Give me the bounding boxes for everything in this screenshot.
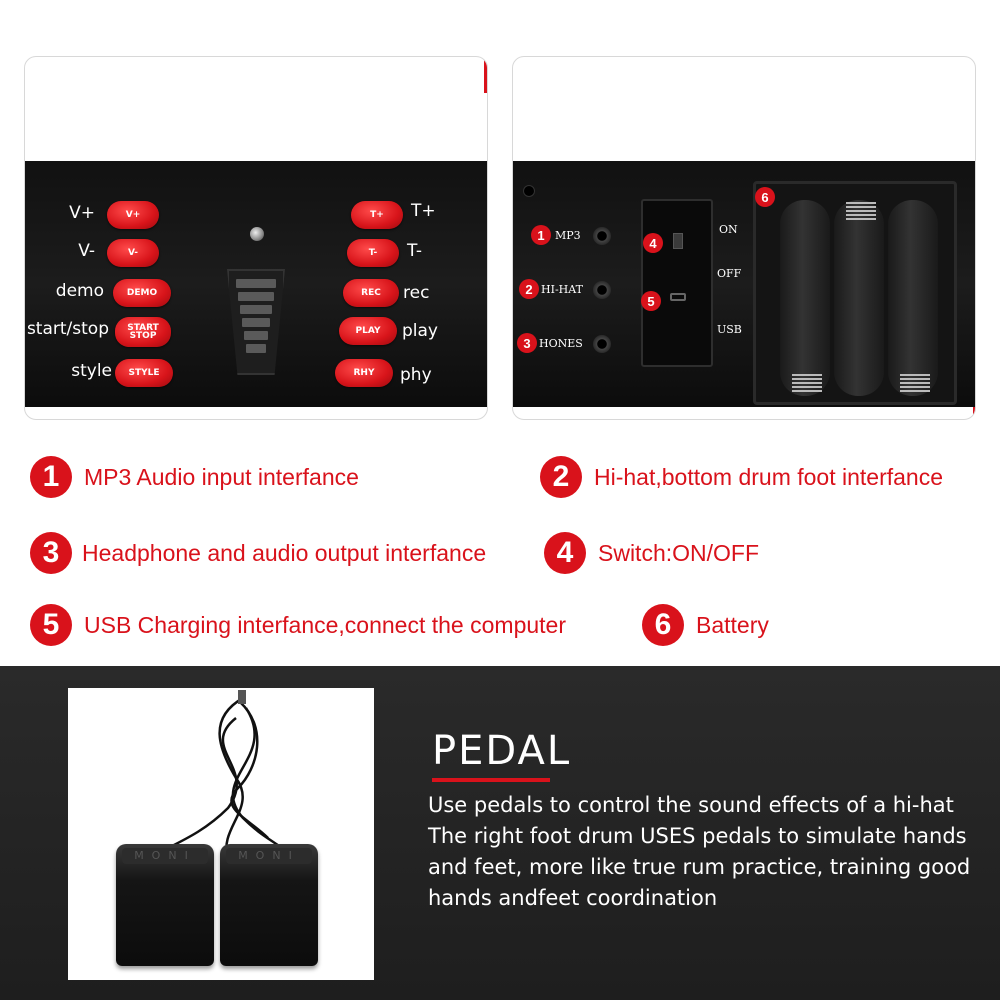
style-button[interactable]: STYLE bbox=[115, 359, 173, 387]
spring-icon bbox=[846, 202, 876, 220]
label-t-plus: T+ bbox=[411, 201, 436, 221]
jack-2-label: HI-HAT bbox=[541, 283, 583, 296]
spring-icon bbox=[900, 374, 930, 392]
volume-meter bbox=[227, 269, 285, 375]
play-button[interactable]: PLAY bbox=[339, 317, 397, 345]
legend-text: USB Charging interfance,connect the computer bbox=[84, 611, 566, 638]
left-pedal bbox=[116, 844, 214, 966]
jack-1-label: MP3 bbox=[555, 229, 581, 242]
tempo-plus-button[interactable]: T+ bbox=[351, 201, 403, 229]
pedal-photo bbox=[68, 688, 374, 980]
description-line: hands andfeet coordination bbox=[428, 886, 718, 910]
legend-number: 2 bbox=[540, 456, 582, 498]
legend-item-2 bbox=[540, 456, 943, 498]
hihat-jack[interactable] bbox=[593, 281, 611, 299]
description-line: Use pedals to control the sound effects of a hi-hat bbox=[428, 793, 954, 817]
jack-1-badge: 1 bbox=[531, 225, 551, 245]
label-rec: rec bbox=[403, 283, 430, 303]
legend-number: 6 bbox=[642, 604, 684, 646]
battery-compartment bbox=[753, 181, 957, 405]
right-pedal bbox=[220, 844, 318, 966]
control-panel-photo bbox=[24, 56, 488, 420]
battery-slot bbox=[888, 200, 938, 396]
switch-recess bbox=[641, 199, 713, 367]
rhy-button[interactable]: RHY bbox=[335, 359, 393, 387]
label-phy: phy bbox=[400, 365, 432, 385]
label-play: play bbox=[402, 321, 438, 341]
legend-text: Hi-hat,bottom drum foot interfance bbox=[594, 463, 943, 490]
legend-number: 3 bbox=[30, 532, 72, 574]
control-panel-device bbox=[25, 161, 487, 407]
legend-item-4 bbox=[544, 532, 759, 574]
usb-port[interactable] bbox=[670, 293, 686, 301]
power-led-icon bbox=[250, 227, 264, 241]
label-style: style bbox=[71, 361, 112, 381]
label-v-plus: V+ bbox=[69, 203, 95, 223]
ports-panel-device bbox=[513, 161, 975, 407]
jack-3-badge: 3 bbox=[517, 333, 537, 353]
legend-item-6 bbox=[642, 604, 769, 646]
switch-badge: 4 bbox=[643, 233, 663, 253]
usb-label: USB bbox=[717, 323, 742, 336]
switch-off-label: OFF bbox=[717, 267, 742, 280]
pedal-description bbox=[428, 790, 971, 914]
legend-text: MP3 Audio input interfance bbox=[84, 463, 359, 490]
rec-button[interactable]: REC bbox=[343, 279, 399, 307]
label-v-minus: V- bbox=[78, 241, 95, 261]
demo-button[interactable]: DEMO bbox=[113, 279, 171, 307]
legend-item-3 bbox=[30, 532, 486, 574]
title-underline bbox=[432, 778, 550, 782]
v-minus-button[interactable]: V- bbox=[107, 239, 159, 267]
power-switch[interactable] bbox=[673, 233, 683, 249]
legend-number: 4 bbox=[544, 532, 586, 574]
battery-badge: 6 bbox=[755, 187, 775, 207]
pedal-marking: MONI bbox=[122, 848, 208, 864]
jack-3-label: HONES bbox=[539, 337, 583, 350]
description-line: The right foot drum USES pedals to simulate hands bbox=[428, 824, 967, 848]
switch-on-label: ON bbox=[719, 223, 738, 236]
battery-slot bbox=[780, 200, 830, 396]
label-start-stop: start/stop bbox=[26, 319, 109, 339]
pedal-title: PEDAL bbox=[432, 728, 572, 774]
screw-hole-icon bbox=[523, 185, 535, 197]
ports-panel-photo bbox=[512, 56, 976, 420]
pedal-section bbox=[0, 666, 1000, 1000]
legend-item-5 bbox=[30, 604, 566, 646]
pedal-marking: MONI bbox=[226, 848, 312, 864]
legend-item-1 bbox=[30, 456, 359, 498]
headphone-jack[interactable] bbox=[593, 335, 611, 353]
legend-text: Switch:ON/OFF bbox=[598, 539, 760, 566]
label-t-minus: T- bbox=[407, 241, 422, 261]
description-line: and feet, more like true rum practice, training good bbox=[428, 855, 971, 879]
tempo-minus-button[interactable]: T- bbox=[347, 239, 399, 267]
start-stop-button[interactable]: START STOP bbox=[115, 317, 171, 347]
spring-icon bbox=[792, 374, 822, 392]
legend-number: 5 bbox=[30, 604, 72, 646]
label-demo: demo bbox=[55, 281, 104, 301]
jack-2-badge: 2 bbox=[519, 279, 539, 299]
usb-badge: 5 bbox=[641, 291, 661, 311]
legend-text: Headphone and audio output interfance bbox=[82, 539, 487, 566]
v-plus-button[interactable]: V+ bbox=[107, 201, 159, 229]
mp3-jack[interactable] bbox=[593, 227, 611, 245]
panel-accent-line bbox=[484, 57, 487, 93]
battery-slot bbox=[834, 200, 884, 396]
legend-number: 1 bbox=[30, 456, 72, 498]
legend-text: Battery bbox=[696, 611, 769, 638]
